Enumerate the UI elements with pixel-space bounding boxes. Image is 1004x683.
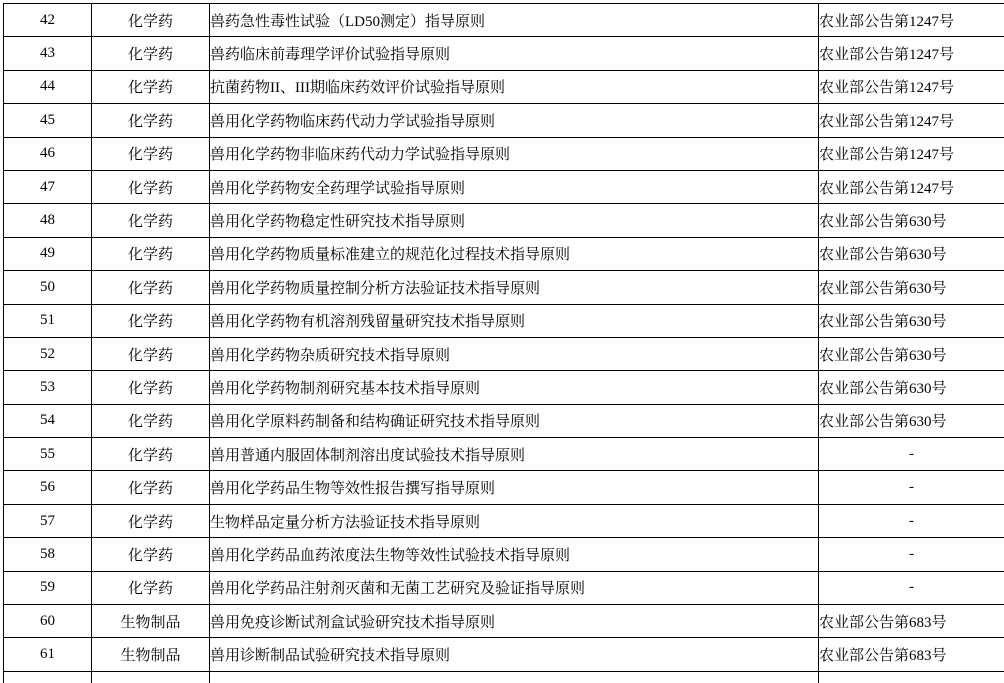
source-cell: - <box>819 538 1004 571</box>
category-cell: 化学药 <box>92 104 210 137</box>
guideline-table <box>3 3 1004 683</box>
title-cell: 兽用化学原料药制备和结构确证研究技术指导原则 <box>210 404 819 437</box>
source-cell: 农业部公告第683号 <box>819 638 1004 671</box>
row-number-cell: 59 <box>4 571 92 604</box>
table-row <box>4 605 1004 638</box>
category-cell: 化学药 <box>92 504 210 537</box>
table-row-partial <box>4 671 1004 683</box>
source-cell: 农业部公告第630号 <box>819 337 1004 370</box>
category-cell: 化学药 <box>92 538 210 571</box>
title-cell: 兽用诊断制品试验研究技术指导原则 <box>210 638 819 671</box>
table-row <box>4 538 1004 571</box>
row-number-cell: 56 <box>4 471 92 504</box>
source-cell: - <box>819 438 1004 471</box>
source-cell: 农业部公告第630号 <box>819 304 1004 337</box>
table-row <box>4 638 1004 671</box>
source-cell <box>819 671 1004 683</box>
table-row <box>4 37 1004 70</box>
table-row <box>4 137 1004 170</box>
row-number-cell: 57 <box>4 504 92 537</box>
table-row <box>4 337 1004 370</box>
table-row <box>4 104 1004 137</box>
title-cell: 兽用化学药物有机溶剂残留量研究技术指导原则 <box>210 304 819 337</box>
row-number-cell: 45 <box>4 104 92 137</box>
row-number-cell: 43 <box>4 37 92 70</box>
category-cell: 化学药 <box>92 337 210 370</box>
category-cell <box>92 671 210 683</box>
table-row <box>4 271 1004 304</box>
table-row <box>4 4 1004 37</box>
title-cell: 兽用化学药物质量标准建立的规范化过程技术指导原则 <box>210 237 819 270</box>
source-cell: 农业部公告第630号 <box>819 204 1004 237</box>
row-number-cell: 44 <box>4 70 92 103</box>
table-row <box>4 237 1004 270</box>
category-cell: 化学药 <box>92 170 210 203</box>
category-cell: 化学药 <box>92 304 210 337</box>
title-cell: 兽用化学药品生物等效性报告撰写指导原则 <box>210 471 819 504</box>
source-cell: 农业部公告第630号 <box>819 271 1004 304</box>
row-number-cell: 48 <box>4 204 92 237</box>
title-cell: 兽药临床前毒理学评价试验指导原则 <box>210 37 819 70</box>
title-cell: 兽用化学药物稳定性研究技术指导原则 <box>210 204 819 237</box>
source-cell: 农业部公告第1247号 <box>819 170 1004 203</box>
table-row <box>4 504 1004 537</box>
row-number-cell <box>4 671 92 683</box>
category-cell: 化学药 <box>92 471 210 504</box>
source-cell: 农业部公告第683号 <box>819 605 1004 638</box>
title-cell: 生物样品定量分析方法验证技术指导原则 <box>210 504 819 537</box>
source-cell: - <box>819 571 1004 604</box>
category-cell: 化学药 <box>92 70 210 103</box>
guideline-table-body <box>4 4 1004 683</box>
category-cell: 生物制品 <box>92 638 210 671</box>
source-cell: 农业部公告第630号 <box>819 404 1004 437</box>
table-row <box>4 170 1004 203</box>
source-cell: 农业部公告第1247号 <box>819 137 1004 170</box>
row-number-cell: 52 <box>4 337 92 370</box>
row-number-cell: 54 <box>4 404 92 437</box>
table-row <box>4 371 1004 404</box>
row-number-cell: 58 <box>4 538 92 571</box>
title-cell: 兽用化学药物临床药代动力学试验指导原则 <box>210 104 819 137</box>
category-cell: 生物制品 <box>92 605 210 638</box>
category-cell: 化学药 <box>92 438 210 471</box>
source-cell: 农业部公告第1247号 <box>819 37 1004 70</box>
row-number-cell: 51 <box>4 304 92 337</box>
title-cell: 兽用化学药物安全药理学试验指导原则 <box>210 170 819 203</box>
title-cell: 兽用化学药物非临床药代动力学试验指导原则 <box>210 137 819 170</box>
source-cell: - <box>819 504 1004 537</box>
title-cell: 兽药急性毒性试验（LD50测定）指导原则 <box>210 4 819 37</box>
title-cell: 兽用化学药物杂质研究技术指导原则 <box>210 337 819 370</box>
table-row <box>4 438 1004 471</box>
table-row <box>4 204 1004 237</box>
row-number-cell: 42 <box>4 4 92 37</box>
row-number-cell: 55 <box>4 438 92 471</box>
title-cell: 兽用普通内服固体制剂溶出度试验技术指导原则 <box>210 438 819 471</box>
title-cell <box>210 671 819 683</box>
category-cell: 化学药 <box>92 204 210 237</box>
source-cell: 农业部公告第630号 <box>819 237 1004 270</box>
table-row <box>4 404 1004 437</box>
row-number-cell: 50 <box>4 271 92 304</box>
row-number-cell: 60 <box>4 605 92 638</box>
row-number-cell: 47 <box>4 170 92 203</box>
category-cell: 化学药 <box>92 237 210 270</box>
row-number-cell: 53 <box>4 371 92 404</box>
category-cell: 化学药 <box>92 371 210 404</box>
title-cell: 兽用化学药品血药浓度法生物等效性试验技术指导原则 <box>210 538 819 571</box>
row-number-cell: 49 <box>4 237 92 270</box>
title-cell: 兽用免疫诊断试剂盒试验研究技术指导原则 <box>210 605 819 638</box>
category-cell: 化学药 <box>92 571 210 604</box>
title-cell: 兽用化学药物制剂研究基本技术指导原则 <box>210 371 819 404</box>
category-cell: 化学药 <box>92 4 210 37</box>
source-cell: 农业部公告第1247号 <box>819 70 1004 103</box>
source-cell: - <box>819 471 1004 504</box>
table-row <box>4 70 1004 103</box>
category-cell: 化学药 <box>92 271 210 304</box>
title-cell: 兽用化学药物质量控制分析方法验证技术指导原则 <box>210 271 819 304</box>
source-cell: 农业部公告第1247号 <box>819 4 1004 37</box>
category-cell: 化学药 <box>92 404 210 437</box>
source-cell: 农业部公告第630号 <box>819 371 1004 404</box>
table-row <box>4 471 1004 504</box>
row-number-cell: 46 <box>4 137 92 170</box>
row-number-cell: 61 <box>4 638 92 671</box>
title-cell: 抗菌药物II、III期临床药效评价试验指导原则 <box>210 70 819 103</box>
category-cell: 化学药 <box>92 37 210 70</box>
source-cell: 农业部公告第1247号 <box>819 104 1004 137</box>
table-row <box>4 571 1004 604</box>
category-cell: 化学药 <box>92 137 210 170</box>
table-row <box>4 304 1004 337</box>
title-cell: 兽用化学药品注射剂灭菌和无菌工艺研究及验证指导原则 <box>210 571 819 604</box>
